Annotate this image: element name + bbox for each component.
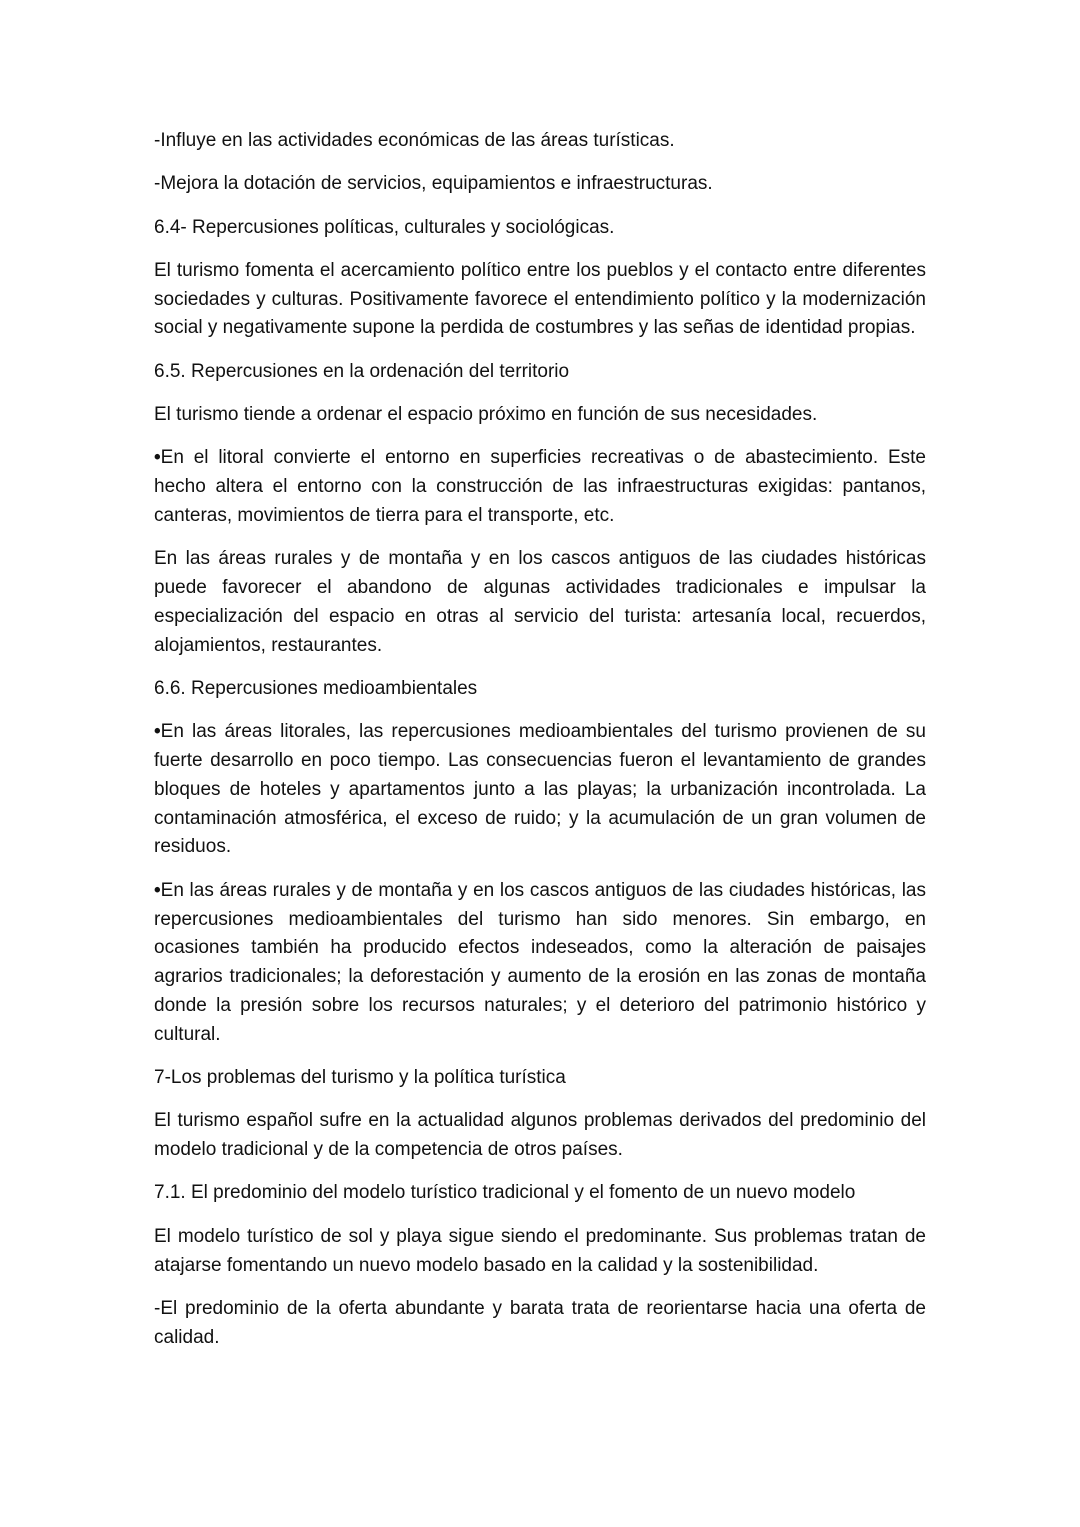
bullet-text: En el litoral convierte el entorno en superficies recreativas o de abastecimiento. Este hecho altera el entorno con la construcción de las infraestructuras exigidas: pantanos, canteras, movimientos de tierra para el transporte, etc. <box>154 447 926 526</box>
para-political: El turismo fomenta el acercamiento político entre los pueblos y el contacto entre diferentes sociedades y culturas. Positivamente favorece el entendimiento político y la modernización social y negativamente supone la perdida de costumbres y las señas de identidad propias. <box>154 259 926 339</box>
para-rural-areas: En las áreas rurales y de montaña y en los cascos antiguos de las ciudades históricas puede favorecer el abandono de algunas actividades tradicionales e impulsar la especialización del espacio en otras al servicio del turista: artesanía local, recuerdos, alojamientos, restaurantes. <box>154 548 926 656</box>
heading-6-5: 6.5. Repercusiones en la ordenación del territorio <box>154 360 570 382</box>
bullet-rural-environment <box>154 877 926 1050</box>
bullet-coast <box>154 444 926 530</box>
bullet-text: En las áreas litorales, las repercusiones medioambientales del turismo provienen de su fuerte desarrollo en poco tiempo. Las consecuencias fueron el levantamiento de grandes bloques de hoteles y apartamentos junto a las playas; la urbanización incontrolada. La contaminación atmosférica, el exceso de ruido; y la acumulación de un gran volumen de residuos. <box>154 721 926 858</box>
bullet-text: En las áreas rurales y de montaña y en los cascos antiguos de las ciudades históricas, las repercusiones medioambientales del turismo han sido menores. Sin embargo, en ocasiones también ha producido efectos indeseados, como la alteración de paisajes agrarios tradicionales; la deforestación y aumento de la erosión en las zonas de montaña donde la presión sobre los recursos naturales; y el deterioro del patrimonio histórico y cultural. <box>154 879 926 1045</box>
line-economic-activities: -Influye en las actividades económicas de las áreas turísticas. <box>154 130 675 151</box>
bullet-mark: • <box>154 721 161 743</box>
bullet-mark: • <box>154 447 161 469</box>
heading-7: 7-Los problemas del turismo y la política turística <box>154 1067 566 1089</box>
para-problems: El turismo español sufre en la actualidad algunos problemas derivados del predominio del modelo tradicional y de la competencia de otros países. <box>154 1110 926 1161</box>
bullet-coastal-environment <box>154 718 926 862</box>
line-services: -Mejora la dotación de servicios, equipamientos e infraestructuras. <box>154 173 713 195</box>
heading-7-1: 7.1. El predominio del modelo turístico tradicional y el fomento de un nuevo modelo <box>154 1182 856 1204</box>
heading-6-4: 6.4- Repercusiones políticas, culturales y sociológicas. <box>154 216 615 238</box>
para-territory-intro: El turismo tiende a ordenar el espacio próximo en función de sus necesidades. <box>154 404 818 426</box>
heading-6-6: 6.6. Repercusiones medioambientales <box>154 677 478 699</box>
para-sun-beach: El modelo turístico de sol y playa sigue siendo el predominante. Sus problemas tratan de atajarse fomentando un nuevo modelo basado en la calidad y la sostenibilidad. <box>154 1225 926 1276</box>
bullet-mark: • <box>154 879 161 901</box>
document-page <box>154 127 926 1367</box>
para-quality: -El predominio de la oferta abundante y barata trata de reorientarse hacia una oferta de calidad. <box>154 1297 926 1348</box>
